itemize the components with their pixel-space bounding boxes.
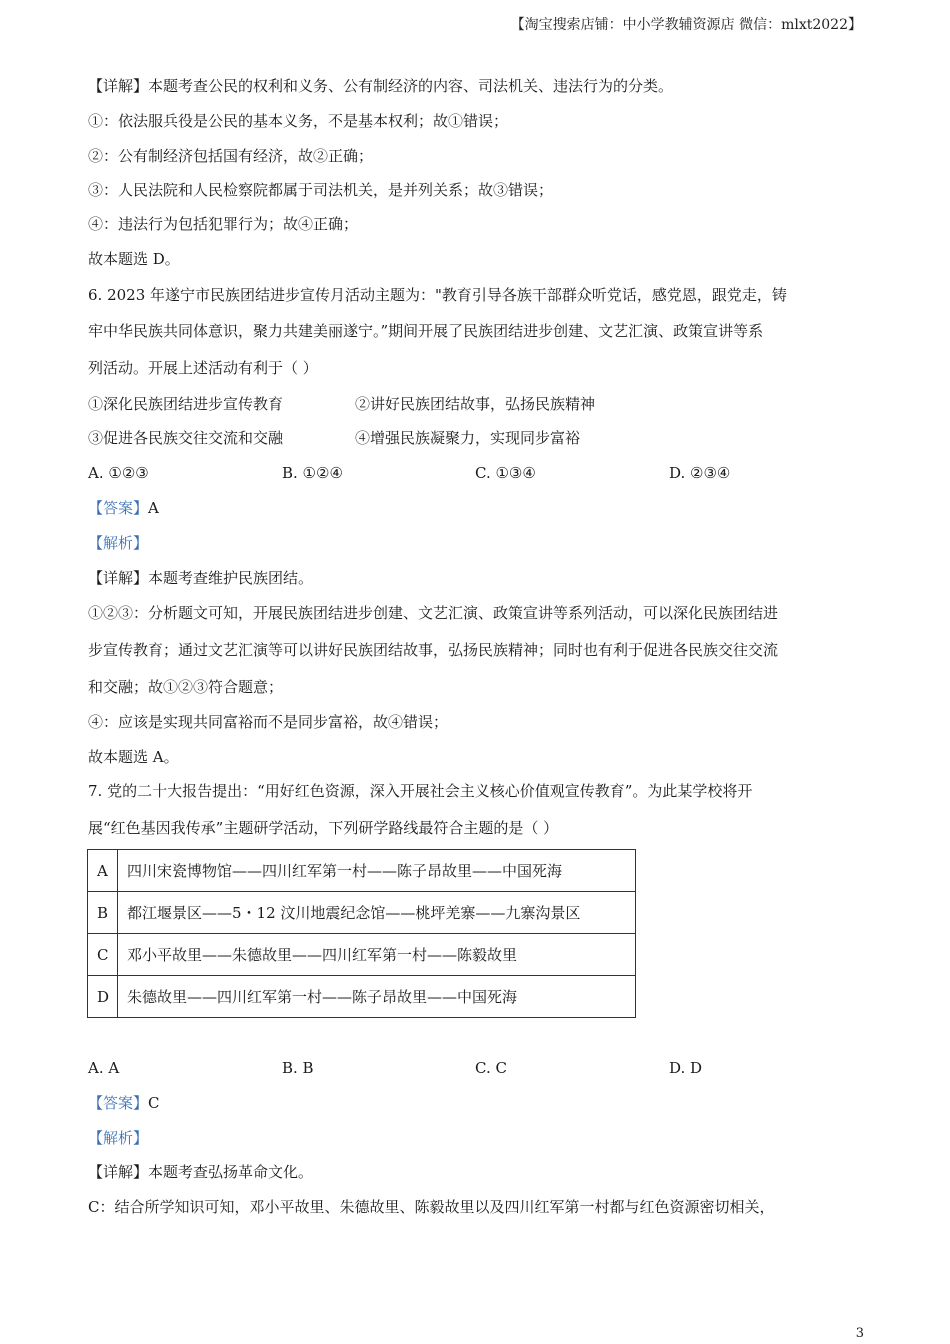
route-key: D — [88, 976, 118, 1018]
q6-answer — [88, 498, 159, 518]
page-number: 3 — [855, 1326, 864, 1341]
table-row — [88, 850, 636, 892]
detail-text: 本题考查公民的权利和义务、公有制经济的内容、司法机关、违法行为的分类。 — [148, 77, 674, 95]
q7-option-a: A. A — [88, 1059, 120, 1077]
page-header: 【淘宝搜索店铺：中小学教辅资源店 微信：mlxt2022】 — [510, 17, 862, 33]
route-text: 邓小平故里——朱德故里——四川红军第一村——陈毅故里 — [118, 934, 636, 976]
answer-value: C — [148, 1094, 160, 1112]
answer-tag: 【答案】 — [88, 499, 149, 517]
answer-value: A — [148, 499, 159, 517]
route-key: B — [88, 892, 118, 934]
q5-point-2: ②：公有制经济包括国有经济，故②正确； — [88, 147, 374, 165]
q7-option-d: D. D — [669, 1059, 703, 1077]
route-key: A — [88, 850, 118, 892]
detail-tag: 【详解】 — [88, 569, 149, 587]
q7-detail — [88, 1162, 313, 1182]
detail-text: 本题考查维护民族团结。 — [148, 569, 314, 587]
q6-detail — [88, 568, 313, 588]
q6-statement-3: ③促进各民族交往交流和交融 — [88, 429, 284, 447]
route-text: 朱德故里——四川红军第一村——陈子昂故里——中国死海 — [118, 976, 636, 1018]
q7-stem-line-1: 7. 党的二十大报告提出：“用好红色资源，深入开展社会主义核心价值观宣传教育”。为此某学校将开 — [88, 782, 753, 800]
q6-option-b: B. ①②④ — [282, 464, 343, 482]
detail-text: 本题考查弘扬革命文化。 — [148, 1163, 314, 1181]
route-key: C — [88, 934, 118, 976]
q6-stem-line-3: 列活动。开展上述活动有利于（ ） — [88, 359, 318, 377]
q7-analysis-tag: 【解析】 — [88, 1129, 149, 1147]
q6-explain-line-1: ①②③：分析题文可知，开展民族团结进步创建、文艺汇演、政策宣讲等系列活动，可以深化民族团结进 — [88, 604, 779, 622]
q7-option-c: C. C — [475, 1059, 507, 1077]
route-table — [87, 849, 636, 1018]
q5-point-3: ③：人民法院和人民检察院都属于司法机关，是并列关系；故③错误； — [88, 181, 554, 199]
q6-conclusion: 故本题选 A。 — [88, 748, 179, 766]
q5-conclusion: 故本题选 D。 — [88, 250, 180, 268]
q6-explain-line-2: 步宣传教育；通过文艺汇演等可以讲好民族团结故事，弘扬民族精神；同时也有利于促进各民族交往交流 — [88, 641, 779, 659]
q6-statement-4: ④增强民族凝聚力，实现同步富裕 — [355, 429, 581, 447]
q6-stem-line-2: 牢中华民族共同体意识，聚力共建美丽遂宁。”期间开展了民族团结进步创建、文艺汇演、政策宣讲等系 — [88, 322, 764, 340]
q6-analysis-tag: 【解析】 — [88, 534, 149, 552]
q5-point-4: ④：违法行为包括犯罪行为；故④正确； — [88, 215, 359, 233]
q6-option-a: A. ①②③ — [88, 464, 149, 482]
table-row — [88, 976, 636, 1018]
q6-stem-line-1: 6. 2023 年遂宁市民族团结进步宣传月活动主题为："教育引导各族干部群众听党话，感党恩，跟党走，铸 — [88, 286, 787, 304]
table-row — [88, 934, 636, 976]
q6-option-d: D. ②③④ — [669, 464, 731, 482]
q6-explain-line-4: ④：应该是实现共同富裕而不是同步富裕，故④错误； — [88, 713, 449, 731]
q7-explain-line-1: C：结合所学知识可知，邓小平故里、朱德故里、陈毅故里以及四川红军第一村都与红色资源密切相关， — [88, 1198, 775, 1216]
route-text: 都江堰景区——5・12 汶川地震纪念馆——桃坪羌寨——九寨沟景区 — [118, 892, 636, 934]
detail-tag: 【详解】 — [88, 1163, 149, 1181]
q7-option-b: B. B — [282, 1059, 314, 1077]
q5-point-1: ①：依法服兵役是公民的基本义务，不是基本权利；故①错误； — [88, 112, 509, 130]
q7-stem-line-2: 展“红色基因我传承”主题研学活动，下列研学路线最符合主题的是（ ） — [88, 819, 559, 837]
q7-answer — [88, 1093, 160, 1113]
q6-option-c: C. ①③④ — [475, 464, 536, 482]
q6-statement-2: ②讲好民族团结故事，弘扬民族精神 — [355, 395, 596, 413]
q6-explain-line-3: 和交融；故①②③符合题意； — [88, 678, 284, 696]
table-row — [88, 892, 636, 934]
route-text: 四川宋瓷博物馆——四川红军第一村——陈子昂故里——中国死海 — [118, 850, 636, 892]
q5-detail — [88, 76, 673, 96]
q6-statement-1: ①深化民族团结进步宣传教育 — [88, 395, 284, 413]
answer-tag: 【答案】 — [88, 1094, 149, 1112]
detail-tag: 【详解】 — [88, 77, 149, 95]
